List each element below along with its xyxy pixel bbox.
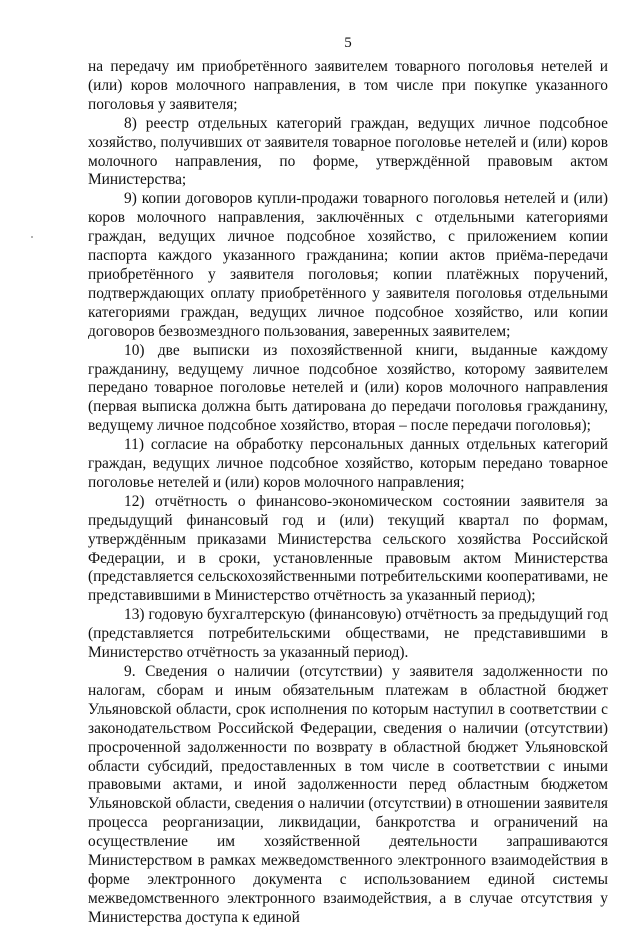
list-item-8: 8) реестр отдельных категорий граждан, ведущих личное подсобное хозяйство, получивших от заявителя товарное поголовье нетелей и (или) коров молочного направления, по форме, утверждённой правовым актом Министерства; bbox=[88, 114, 608, 189]
scan-speck bbox=[31, 236, 33, 238]
list-item-11: 11) согласие на обработку персональных данных отдельных категорий граждан, ведущих личное подсобное хозяйство, которым передано товарное поголовье нетелей и (или) коров молочного направления; bbox=[88, 436, 608, 491]
page-number: 5 bbox=[344, 35, 352, 51]
section-9-paragraph: 9. Сведения о наличии (отсутствии) у заявителя задолженности по налогам, сборам и иным обязательным платежам в областной бюджет Ульяновской области, срок исполнения по которым наступил в соответствии с законодательством Российской Федерации, сведения о наличии (отсутствии) просроченной задолженности по возврату в областной бюджет Ульяновской области субсидий, предоставленных в том числе в соответствии с иными правовыми актами, и иной задолженности перед областным бюджетом Ульяновской области, сведения о наличии (отсутствии) в отношении заявителя процесса реорганизации, ликвидации, банкротства и ограничений на осуществление им хозяйственной деятельности запрашиваются Министерством в рамках межведомственного электронного взаимодействия в форме электронного документа с использованием единой системы межведомственного электронного взаимодействия, а в случае отсутствия у Министерства доступа к единой bbox=[88, 663, 608, 926]
paragraph-continuation: на передачу им приобретённого заявителем товарного поголовья нетелей и (или) коров молочного направления, в том числе при покупке указанного поголовья у заявителя; bbox=[88, 58, 608, 113]
document-body bbox=[88, 58, 608, 928]
list-item-9: 9) копии договоров купли-продажи товарного поголовья нетелей и (или) коров молочного направления, заключённых с отдельными категориями граждан, ведущих личное подсобное хозяйство, с приложением копии паспорта каждого указанного гражданина; копии актов приёма-передачи приобретённого у заявителя поголовья; копии платёжных поручений, подтверждающих оплату приобретённого у заявителя поголовья отдельными категориями граждан, ведущих личное подсобное хозяйство, или копии договоров безвозмездного пользования, заверенных заявителем; bbox=[88, 190, 608, 340]
list-item-13: 13) годовую бухгалтерскую (финансовую) отчётность за предыдущий год (представляется потребительскими обществами, не представившими в Министерство отчётность за указанный период). bbox=[88, 606, 608, 662]
list-item-12: 12) отчётность о финансово-экономическом состоянии заявителя за предыдущий финансовый год и (или) текущий квартал по формам, утверждённым приказами Министерства сельского хозяйства Российской Федерации, и в сроки, установленные правовым актом Министерства (представляется сельскохозяйственными потребительскими кооперативами, не представившими в Министерство отчётность за указанный период); bbox=[88, 492, 608, 605]
list-item-10: 10) две выписки из похозяйственной книги, выданные каждому гражданину, ведущему личное подсобное хозяйство, которому заявителем передано товарное поголовье нетелей и (или) коров молочного направления (первая выписка должна быть датирована до передачи поголовья гражданину, ведущему личное подсобное хозяйство, вторая – после передачи поголовья); bbox=[88, 341, 608, 435]
